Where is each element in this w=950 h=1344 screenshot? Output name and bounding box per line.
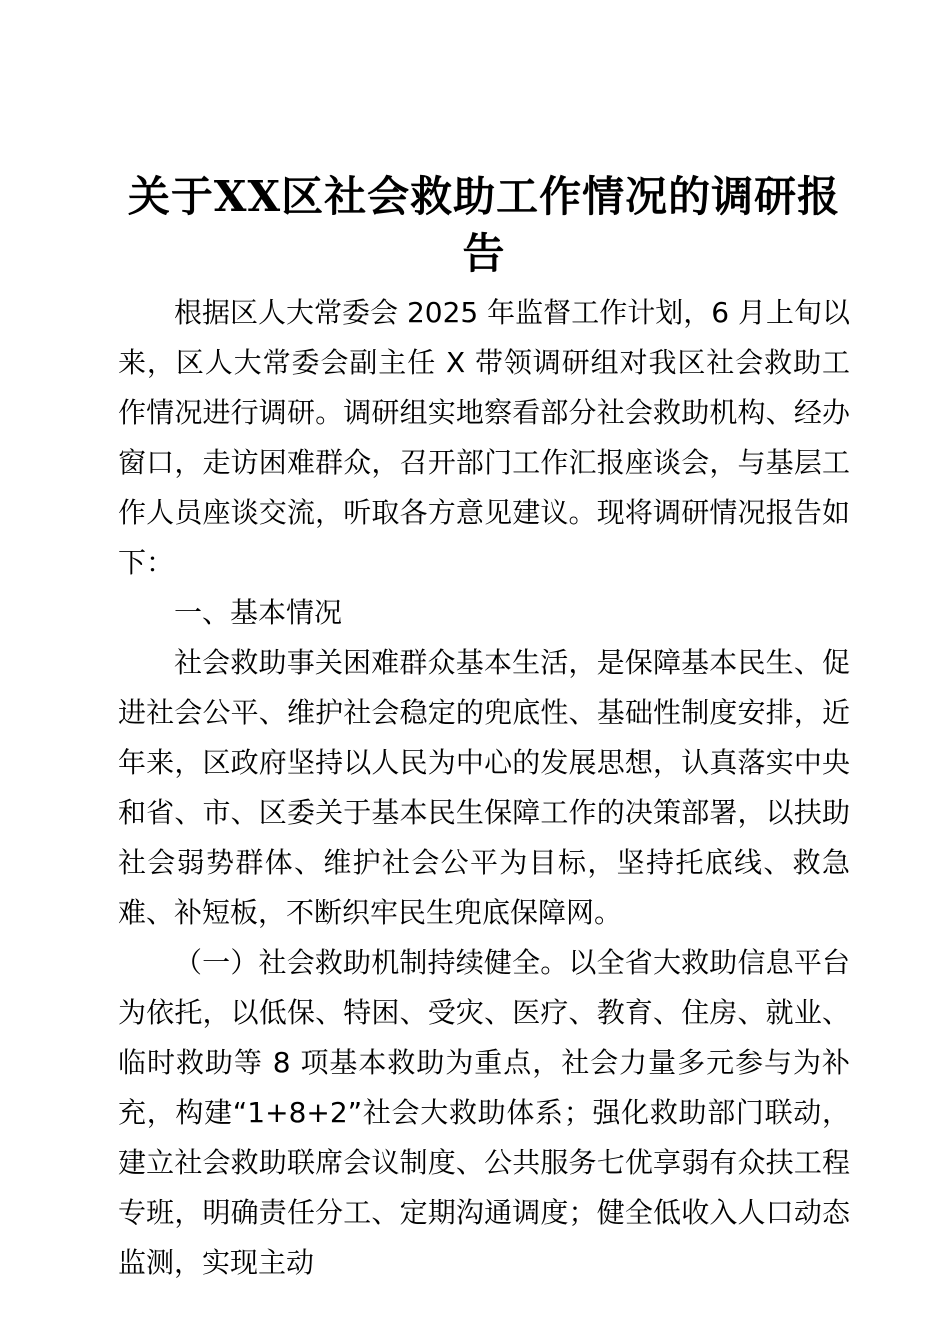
paragraph-subsection-1: （一）社会救助机制持续健全。以全省大救助信息平台为依托，以低保、特困、受灾、医疗、教育、住房、就业、临时救助等 8 项基本救助为重点，社会力量多元参与为补充，构建“1+8+2”社会大救助体系；强化救助部门联动，建立社会救助联席会议制度、公共服务七优享弱有众扶工程专班，明确责任分工、定期沟通调度；健全低收入人口动态监测，实现主动	[118, 946, 850, 1279]
section-heading-1: 一、基本情况	[174, 596, 343, 629]
document-title: 关于XX区社会救助工作情况的调研报告	[127, 172, 841, 278]
document-body	[118, 288, 850, 1288]
paragraph-overview: 社会救助事关困难群众基本生活，是保障基本民生、促进社会公平、维护社会稳定的兜底性、基础性制度安排，近年来，区政府坚持以人民为中心的发展思想，认真落实中央和省、市、区委关于基本民生保障工作的决策部署，以扶助社会弱势群体、维护社会公平为目标，坚持托底线、救急难、补短板，不断织牢民生兜底保障网。	[118, 646, 850, 929]
paragraph-intro: 根据区人大常委会 2025 年监督工作计划，6 月上旬以来，区人大常委会副主任 X 带领调研组对我区社会救助工作情况进行调研。调研组实地察看部分社会救助机构、经办窗口，走访困难群众，召开部门工作汇报座谈会，与基层工作人员座谈交流，听取各方意见建议。现将调研情况报告如下：	[118, 296, 850, 579]
